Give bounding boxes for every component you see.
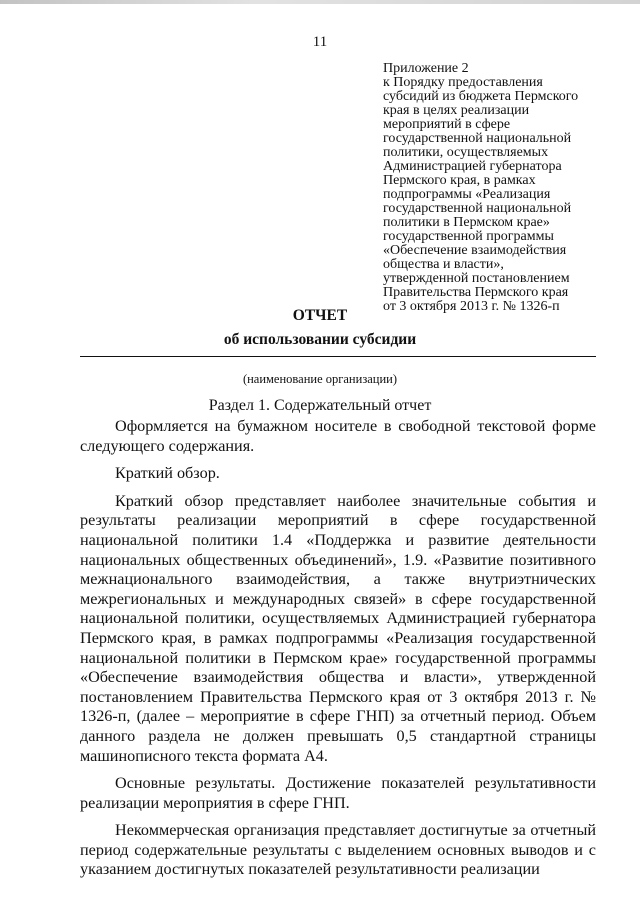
appendix-line: политики, осуществляемых: [383, 145, 549, 160]
appendix-line: субсидий из бюджета Пермского: [383, 89, 579, 104]
appendix-line: Администрацией губернатора: [383, 159, 562, 174]
appendix-line: «Обеспечение взаимодействия: [383, 243, 567, 258]
appendix-line: государственной национальной: [383, 201, 572, 216]
appendix-line: государственной национальной: [383, 131, 572, 146]
section-title: Раздел 1. Содержательный отчет: [208, 397, 432, 414]
appendix-line: утвержденной постановлением: [383, 271, 570, 286]
appendix-line: края в целях реализации: [383, 103, 530, 118]
appendix-line: государственной программы: [383, 229, 554, 244]
paragraph: Оформляется на бумажном носителе в свободной текстовой форме следующего содержания.: [80, 417, 596, 455]
page-number: 11: [312, 34, 328, 50]
document-title: ОТЧЕТ: [292, 307, 348, 324]
paragraph: Краткий обзор.: [115, 464, 220, 483]
paragraph: Краткий обзор представляет наиболее значительные события и результаты реализации мероприятий в сфере государственной национальной политики 1.4 «Поддержка и развитие деятельности национальных общественных объединений», 1.9. «Развитие позитивного межнационального взаимодействия, а также внутриэтнических межрегиональных и международных связей» в сфере государственной национальной политики, осуществляемых Администрацией губернатора Пермского края, в рамках подпрограммы «Реализация государственной национальной политики в Пермском крае» государственной программы «Обеспечение взаимодействия общества и власти», утвержденной постановлением Правительства Пермского края от 3 октября 2013 г. № 1326-п, (далее – мероприятие в сфере ГНП) за отчетный период. Объем данного раздела не должен превышать 0,5 стандартной страницы машинописного текста формата А4.: [80, 491, 596, 765]
appendix-block: [383, 62, 623, 314]
organization-name-caption: (наименование организации): [242, 372, 398, 386]
body-text: [80, 417, 596, 880]
appendix-line: от 3 октября 2013 г. № 1326-п: [383, 299, 560, 314]
paragraph: Некоммерческая организация представляет достигнутые за отчетный период содержательные результаты с выделением основных выводов и с указанием достигнутых показателей результативности реализации: [80, 821, 596, 879]
appendix-line: политики в Пермском крае»: [383, 215, 550, 230]
appendix-line: Пермского края, в рамках: [383, 173, 536, 188]
appendix-line: общества и власти»,: [383, 257, 504, 272]
organization-name-line: [80, 356, 596, 357]
scan-top-edge: [0, 0, 640, 4]
appendix-line: к Порядку предоставления: [383, 75, 543, 90]
paragraph: Основные результаты. Достижение показателей результативности реализации мероприятия в сфере ГНП.: [80, 774, 596, 812]
appendix-line: Правительства Пермского края: [383, 285, 569, 300]
document-subtitle: об использовании субсидии: [223, 331, 417, 348]
appendix-line: Приложение 2: [383, 61, 469, 76]
appendix-line: мероприятий в сфере: [383, 117, 511, 132]
appendix-line: подпрограммы «Реализация: [383, 187, 551, 202]
